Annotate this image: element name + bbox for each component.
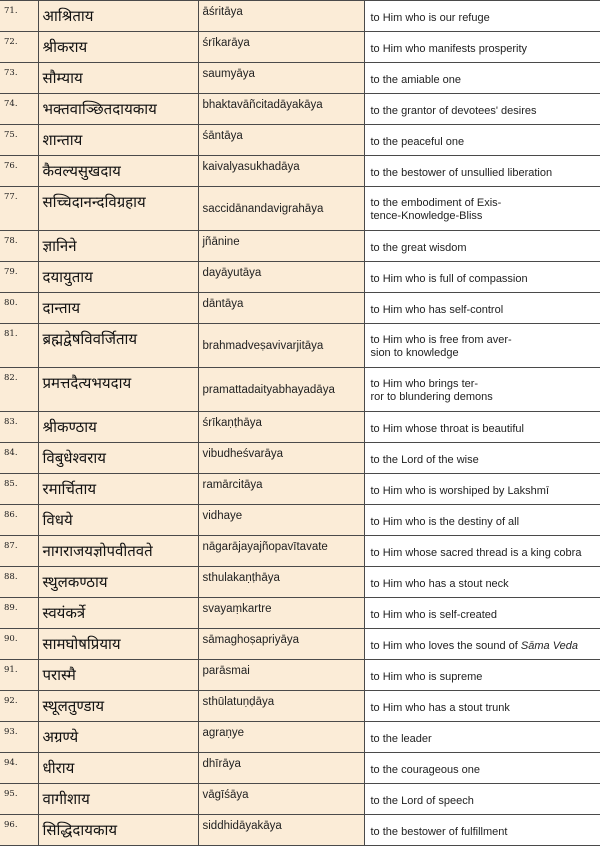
transliteration: svayaṃkartre	[198, 598, 364, 629]
table-row	[0, 262, 600, 293]
names-table-body	[0, 1, 600, 846]
row-number: 87.	[0, 536, 38, 567]
transliteration: dāntāya	[198, 293, 364, 324]
devanagari-name: स्थूलतुण्डाय	[38, 691, 198, 722]
row-number: 71.	[0, 1, 38, 32]
row-number: 84.	[0, 443, 38, 474]
row-number: 92.	[0, 691, 38, 722]
devanagari-name: कैवल्यसुखदाय	[38, 156, 198, 187]
row-number: 73.	[0, 63, 38, 94]
transliteration: śrīkarāya	[198, 32, 364, 63]
row-number: 77.	[0, 187, 38, 231]
meaning: to Him whose sacred thread is a king cobra	[364, 536, 600, 567]
devanagari-name: दयायुताय	[38, 262, 198, 293]
transliteration: siddhidāyakāya	[198, 815, 364, 846]
meaning: to the great wisdom	[364, 231, 600, 262]
meaning-line: to Him who is free from aver-	[371, 334, 600, 347]
meaning-line: to the embodiment of Exis-	[371, 197, 600, 210]
meaning-emphasis: Sāma Veda	[521, 640, 578, 652]
row-number: 75.	[0, 125, 38, 156]
devanagari-name: शान्ताय	[38, 125, 198, 156]
transliteration: nāgarājayajñopavītavate	[198, 536, 364, 567]
meaning: to the bestower of unsullied liberation	[364, 156, 600, 187]
row-number: 89.	[0, 598, 38, 629]
row-number: 95.	[0, 784, 38, 815]
table-row	[0, 784, 600, 815]
devanagari-name: रमार्चिताय	[38, 474, 198, 505]
devanagari-name: ब्रह्मद्वेषविवर्जिताय	[38, 324, 198, 368]
devanagari-name: सामघोषप्रियाय	[38, 629, 198, 660]
transliteration: vibudheśvarāya	[198, 443, 364, 474]
transliteration: saccidānandavigrahāya	[198, 187, 364, 231]
meaning: to Him who has a stout neck	[364, 567, 600, 598]
table-row	[0, 474, 600, 505]
row-number: 91.	[0, 660, 38, 691]
table-row	[0, 691, 600, 722]
table-row	[0, 324, 600, 368]
row-number: 78.	[0, 231, 38, 262]
row-number: 80.	[0, 293, 38, 324]
meaning: to the grantor of devotees' desires	[364, 94, 600, 125]
meaning	[364, 629, 600, 660]
meaning: to Him who is worshiped by Lakshmī	[364, 474, 600, 505]
devanagari-name: परास्मै	[38, 660, 198, 691]
row-number: 90.	[0, 629, 38, 660]
table-row	[0, 125, 600, 156]
devanagari-name: विधये	[38, 505, 198, 536]
row-number: 72.	[0, 32, 38, 63]
devanagari-name: ज्ञानिने	[38, 231, 198, 262]
meaning-line: to Him who brings ter-	[371, 378, 600, 391]
row-number: 88.	[0, 567, 38, 598]
meaning: to Him who is our refuge	[364, 1, 600, 32]
table-row	[0, 368, 600, 412]
devanagari-name: प्रमत्तदैत्यभयदाय	[38, 368, 198, 412]
table-row	[0, 293, 600, 324]
devanagari-name: वागीशाय	[38, 784, 198, 815]
table-row	[0, 753, 600, 784]
transliteration: agraṇye	[198, 722, 364, 753]
transliteration: brahmadveṣavivarjitāya	[198, 324, 364, 368]
devanagari-name: स्वयंकर्त्रे	[38, 598, 198, 629]
transliteration: jñānine	[198, 231, 364, 262]
meaning: to Him who manifests prosperity	[364, 32, 600, 63]
row-number: 94.	[0, 753, 38, 784]
table-row	[0, 63, 600, 94]
meaning: to the Lord of the wise	[364, 443, 600, 474]
transliteration: kaivalyasukhadāya	[198, 156, 364, 187]
meaning: to the leader	[364, 722, 600, 753]
devanagari-name: सौम्याय	[38, 63, 198, 94]
meaning: to Him who is full of compassion	[364, 262, 600, 293]
meaning-line: ror to blundering demons	[371, 391, 600, 404]
table-row	[0, 660, 600, 691]
devanagari-name: सिद्धिदायकाय	[38, 815, 198, 846]
transliteration: ramārcitāya	[198, 474, 364, 505]
row-number: 74.	[0, 94, 38, 125]
devanagari-name: अग्रण्ये	[38, 722, 198, 753]
transliteration: śāntāya	[198, 125, 364, 156]
transliteration: bhaktavāñcitadāyakāya	[198, 94, 364, 125]
devanagari-name: श्रीकण्ठाय	[38, 412, 198, 443]
devanagari-name: सच्चिदानन्दविग्रहाय	[38, 187, 198, 231]
row-number: 83.	[0, 412, 38, 443]
transliteration: sthūlatuṇḍāya	[198, 691, 364, 722]
table-row	[0, 187, 600, 231]
meaning: to Him who is the destiny of all	[364, 505, 600, 536]
meaning-text: to Him who loves the sound of	[371, 640, 521, 652]
devanagari-name: दान्ताय	[38, 293, 198, 324]
row-number: 79.	[0, 262, 38, 293]
meaning: to Him who has a stout trunk	[364, 691, 600, 722]
devanagari-name: श्रीकराय	[38, 32, 198, 63]
meaning	[364, 187, 600, 231]
transliteration: saumyāya	[198, 63, 364, 94]
row-number: 93.	[0, 722, 38, 753]
transliteration: vāgīśāya	[198, 784, 364, 815]
table-row	[0, 536, 600, 567]
table-row	[0, 412, 600, 443]
table-row	[0, 567, 600, 598]
transliteration: āśritāya	[198, 1, 364, 32]
transliteration: dayāyutāya	[198, 262, 364, 293]
table-row	[0, 815, 600, 846]
devanagari-name: भक्तवाञ्छितदायकाय	[38, 94, 198, 125]
row-number: 81.	[0, 324, 38, 368]
meaning: to Him who is supreme	[364, 660, 600, 691]
devanagari-name: नागराजयज्ञोपवीतवते	[38, 536, 198, 567]
meaning: to the peaceful one	[364, 125, 600, 156]
transliteration: dhīrāya	[198, 753, 364, 784]
meaning-line: sion to knowledge	[371, 347, 600, 360]
meaning: to Him who has self-control	[364, 293, 600, 324]
devanagari-name: आश्रिताय	[38, 1, 198, 32]
table-row	[0, 505, 600, 536]
meaning: to the amiable one	[364, 63, 600, 94]
meaning: to Him who is self-created	[364, 598, 600, 629]
table-row	[0, 443, 600, 474]
table-row	[0, 32, 600, 63]
meaning: to the courageous one	[364, 753, 600, 784]
row-number: 96.	[0, 815, 38, 846]
devanagari-name: धीराय	[38, 753, 198, 784]
row-number: 85.	[0, 474, 38, 505]
table-row	[0, 722, 600, 753]
table-row	[0, 156, 600, 187]
table-row	[0, 231, 600, 262]
transliteration: sāmaghoṣapriyāya	[198, 629, 364, 660]
meaning-line: tence-Knowledge-Bliss	[371, 210, 600, 223]
table-row	[0, 629, 600, 660]
transliteration: pramattadaityabhayadāya	[198, 368, 364, 412]
row-number: 86.	[0, 505, 38, 536]
row-number: 82.	[0, 368, 38, 412]
table-row	[0, 94, 600, 125]
row-number: 76.	[0, 156, 38, 187]
meaning: to Him whose throat is beautiful	[364, 412, 600, 443]
transliteration: vidhaye	[198, 505, 364, 536]
transliteration: śrīkaṇṭhāya	[198, 412, 364, 443]
meaning	[364, 324, 600, 368]
meaning	[364, 368, 600, 412]
meaning: to the bestower of fulfillment	[364, 815, 600, 846]
transliteration: parāsmai	[198, 660, 364, 691]
devanagari-name: स्थुलकण्ठाय	[38, 567, 198, 598]
devanagari-name: विबुधेश्वराय	[38, 443, 198, 474]
transliteration: sthulakaṇṭhāya	[198, 567, 364, 598]
meaning: to the Lord of speech	[364, 784, 600, 815]
table-row	[0, 598, 600, 629]
table-row	[0, 1, 600, 32]
